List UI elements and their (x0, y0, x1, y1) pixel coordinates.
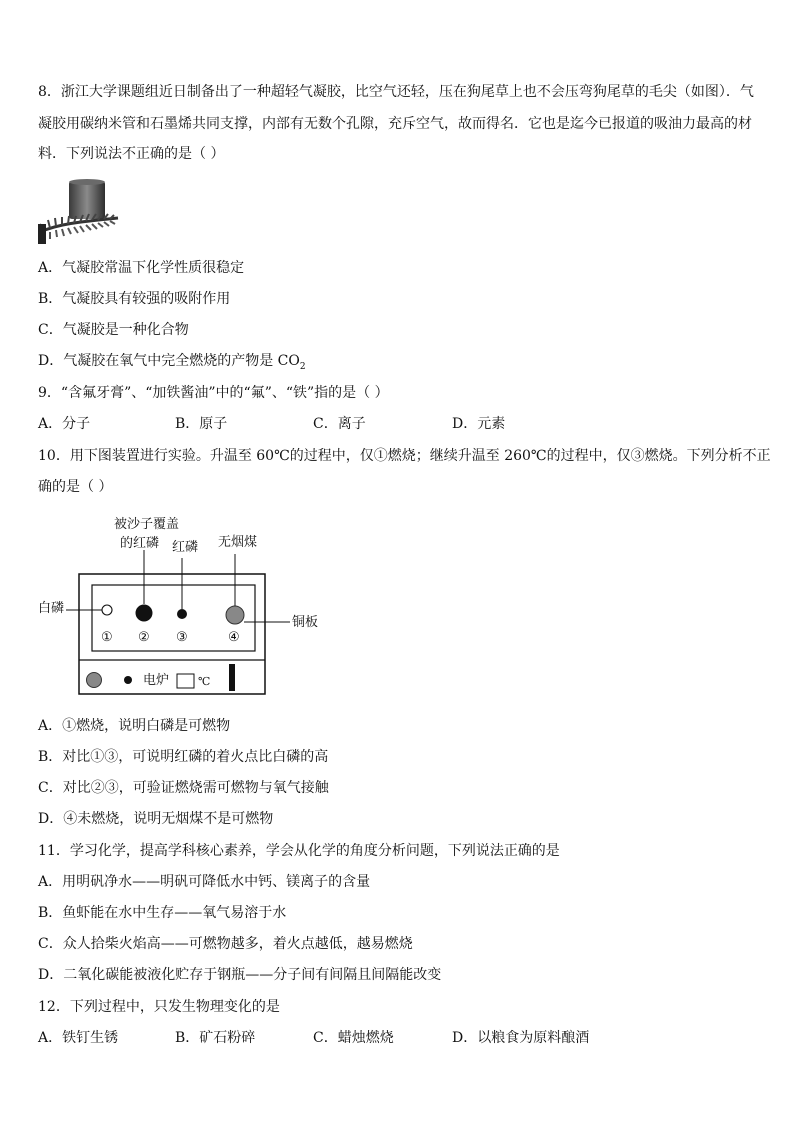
q12-option-b: B．矿石粉碎 (175, 1030, 256, 1046)
label-red-phosphorus: 红磷 (172, 540, 199, 555)
anthracite-sample (226, 606, 244, 624)
temperature-display (177, 674, 194, 688)
q10-stem-line-1: 10．用下图装置进行实验。升温至 60℃的过程中，仅①燃烧；继续升温至 260℃的过程中，仅③燃烧。下列分析不正 (38, 448, 771, 464)
q12-stem: 12．下列过程中，只发生物理变化的是 (38, 999, 280, 1015)
combustion-experiment-diagram (30, 512, 340, 702)
q9-option-c: C．离子 (313, 416, 366, 432)
q10-option-b: B．对比①③，可说明红磷的着火点比白磷的高 (38, 749, 329, 765)
label-number-1: ① (101, 630, 113, 645)
stove-indicator-icon (124, 676, 132, 684)
q8-option-b: B．气凝胶具有较强的吸附作用 (38, 291, 231, 307)
q9-stem: 9．“含氟牙膏”、“加铁酱油”中的“氟”、“铁”指的是（ ） (38, 385, 389, 401)
q8-option-c: C．气凝胶是一种化合物 (38, 322, 189, 338)
label-number-2: ② (138, 630, 150, 645)
label-white-phosphorus: 白磷 (38, 601, 65, 616)
label-covered-line-2: 的红磷 (120, 536, 160, 551)
aerogel-on-grass-photo (38, 178, 122, 244)
q11-option-b: B．鱼虾能在水中生存——氧气易溶于水 (38, 905, 287, 921)
q11-stem: 11．学习化学，提高学科核心素养，学会从化学的角度分析问题，下列说法正确的是 (38, 843, 560, 859)
q11-option-d: D．二氧化碳能被液化贮存于钢瓶——分子间有间隔且间隔能改变 (38, 967, 442, 983)
red-phosphorus-sample (177, 609, 187, 619)
q8-stem-line-2: 凝胶用碳纳米管和石墨烯共同支撑，内部有无数个孔隙，充斥空气，故而得名．它也是迄今已报道的吸油力最高的材 (38, 116, 752, 132)
q8-stem-line-3: 料．下列说法不正确的是（ ） (38, 146, 225, 162)
q12-option-d: D．以粮食为原料酿酒 (452, 1030, 590, 1046)
q10-option-d: D．④未燃烧，说明无烟煤不是可燃物 (38, 811, 274, 827)
q10-option-a: A．①燃烧，说明白磷是可燃物 (38, 718, 231, 734)
label-celsius: ℃ (198, 675, 211, 688)
q9-option-a: A．分子 (38, 416, 91, 432)
stove-switch (229, 664, 235, 691)
q11-option-a: A．用明矾净水——明矾可降低水中钙、镁离子的含量 (38, 874, 371, 890)
label-copper-plate: 铜板 (292, 615, 319, 630)
q9-option-b: B．原子 (175, 416, 228, 432)
q8-stem-line-1: 8．浙江大学课题组近日制备出了一种超轻气凝胶，比空气还轻，压在狗尾草上也不会压弯狗尾草的毛尖（如图）．气 (38, 84, 754, 100)
q8-option-d-subscript: 2 (299, 361, 306, 372)
q10-stem-line-2: 确的是（ ） (38, 479, 113, 495)
q12-option-a: A．铁钉生锈 (38, 1030, 119, 1046)
stove-knob-icon (87, 673, 102, 688)
q8-option-a: A．气凝胶常温下化学性质很稳定 (38, 260, 245, 276)
q10-option-c: C．对比②③，可验证燃烧需可燃物与氧气接触 (38, 780, 329, 796)
label-number-4: ④ (228, 630, 240, 645)
label-electric-stove: 电炉 (143, 673, 170, 688)
q11-option-c: C．众人拾柴火焰高——可燃物越多，着火点越低，越易燃烧 (38, 936, 413, 952)
white-phosphorus-sample (102, 605, 112, 615)
q12-option-c: C．蜡烛燃烧 (313, 1030, 394, 1046)
covered-red-phosphorus-sample (136, 605, 153, 622)
q8-option-d (38, 351, 306, 377)
label-anthracite: 无烟煤 (218, 535, 258, 550)
q8-option-d-text: D．气凝胶在氧气中完全燃烧的产物是 CO (38, 353, 300, 369)
label-covered-line-1: 被沙子覆盖 (114, 517, 180, 532)
label-number-3: ③ (176, 630, 188, 645)
q9-option-d: D．元素 (452, 416, 506, 432)
